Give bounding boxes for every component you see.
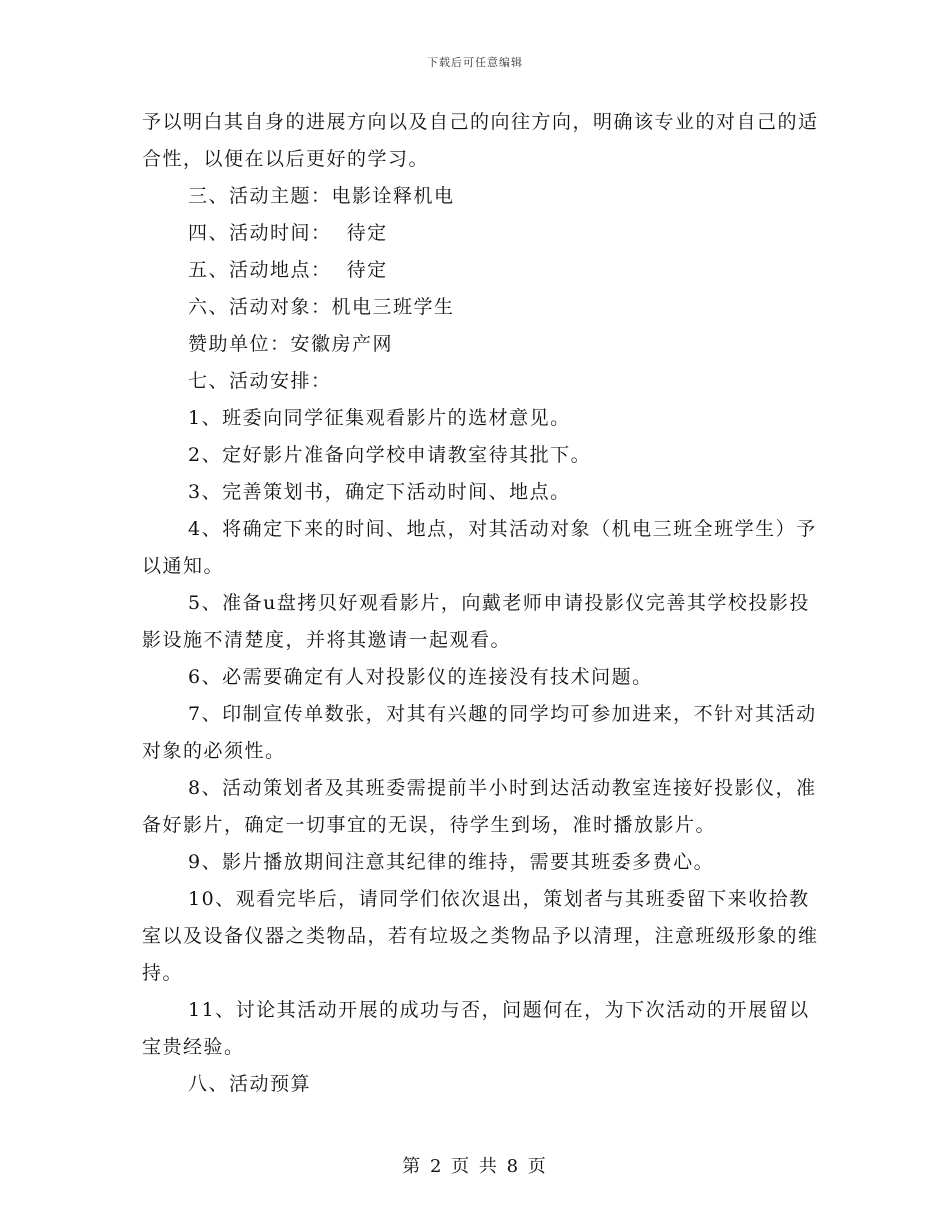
section-activity-arrangement: 七、活动安排： (188, 370, 332, 392)
list-item: 11、讨论其活动开展的成功与否，问题何在，为下次活动的开展留以宝贵经验。 (142, 999, 810, 1058)
page-header: 下载后可任意编辑 (427, 56, 523, 69)
page-number-footer: 第 2 页 共 8 页 (402, 1156, 548, 1177)
list-item: 4、将确定下来的时间、地点，对其活动对象（机电三班全班学生）予以通知。 (142, 518, 817, 577)
list-item: 5、准备u盘拷贝好观看影片，向戴老师申请投影仪完善其学校投影投影设施不清楚度，并将其邀请一起观看。 (142, 592, 810, 651)
list-item: 6、必需要确定有人对投影仪的连接没有技术问题。 (188, 666, 653, 688)
list-item: 2、定好影片准备向学校申请教室待其批下。 (188, 444, 592, 466)
list-item: 3、完善策划书，确定下活动时间、地点。 (188, 481, 571, 503)
section-activity-audience: 六、活动对象：机电三班学生 (188, 296, 455, 318)
document-body (142, 104, 822, 1103)
section-activity-theme: 三、活动主题：电影诠释机电 (188, 185, 455, 207)
section-activity-location: 五、活动地点： 待定 (188, 259, 388, 281)
section-activity-budget: 八、活动预算 (188, 1073, 312, 1095)
body-paragraph: 予以明白其自身的进展方向以及自己的向往方向，明确该专业的对自己的适合性，以便在以后更好的学习。 (142, 111, 819, 170)
list-item: 8、活动策划者及其班委需提前半小时到达活动教室连接好投影仪，准备好影片，确定一切事宜的无误，待学生到场，准时播放影片。 (142, 777, 817, 836)
list-item: 9、影片播放期间注意其纪律的维持，需要其班委多费心。 (188, 851, 715, 873)
section-activity-time: 四、活动时间： 待定 (188, 222, 388, 244)
list-item: 10、观看完毕后，请同学们依次退出，策划者与其班委留下来收拾教室以及设备仪器之类物品，若有垃圾之类物品予以清理，注意班级形象的维持。 (142, 888, 819, 984)
sponsor-line: 赞助单位：安徽房产网 (188, 333, 394, 355)
list-item: 1、班委向同学征集观看影片的选材意见。 (188, 407, 571, 429)
list-item: 7、印制宣传单数张，对其有兴趣的同学均可参加进来，不针对其活动对象的必须性。 (142, 703, 817, 762)
